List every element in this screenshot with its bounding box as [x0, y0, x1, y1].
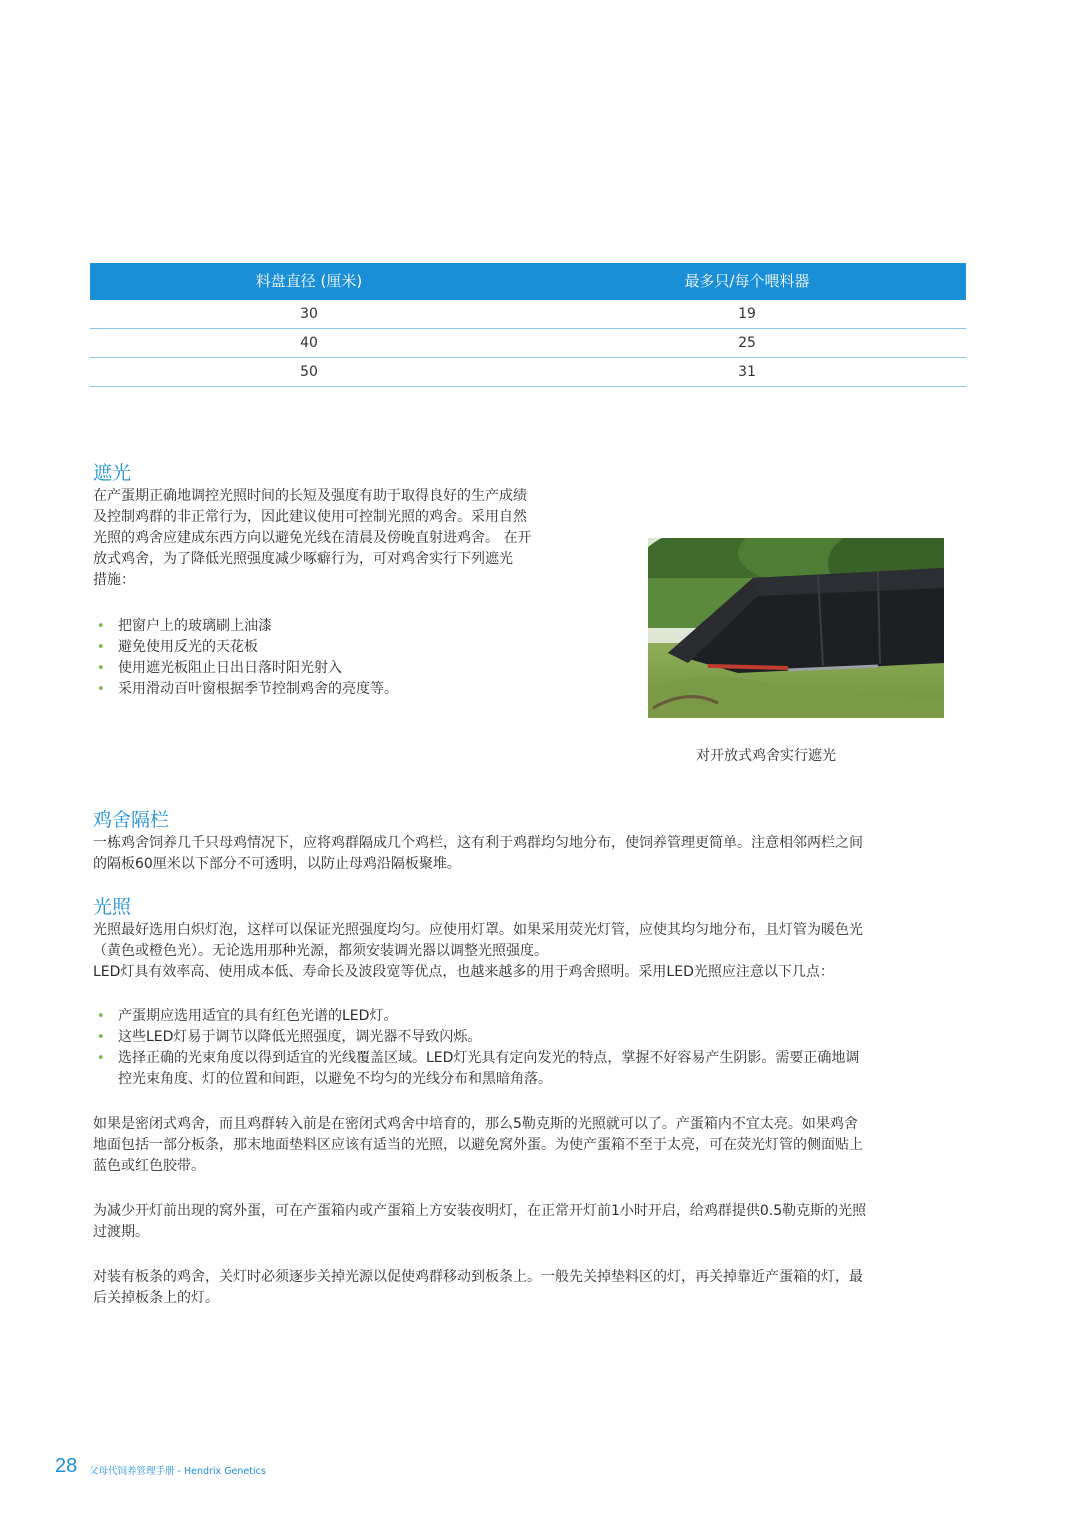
table-cell: 31: [738, 364, 756, 380]
text-line: （黄色或橙色光）。无论选用那种光源，都须安装调光器以调整光照强度。: [93, 943, 548, 959]
text-line: 的隔板60厘米以下部分不可透明，以防止母鸡沿隔板聚堆。: [93, 856, 461, 872]
footer-text: 父母代饲养管理手册 - Hendrix Genetics: [89, 1466, 266, 1477]
lighting-paragraph-3: [93, 1201, 983, 1243]
lighting-paragraph: [93, 920, 983, 983]
shading-paragraph: [93, 486, 613, 591]
list-item: [93, 1027, 983, 1048]
partition-paragraph: [93, 833, 983, 875]
header-pan-diameter: 料盘直径 (厘米): [255, 272, 363, 290]
text-line: 如果是密闭式鸡舍，而且鸡群转入前是在密闭式鸡舍中培育的，那么5勒克斯的光照就可以了。产蛋箱内不宜太亮。如果鸡舍: [93, 1116, 858, 1132]
table-cell: 30: [300, 306, 318, 322]
text-line: 控光束角度、灯的位置和间距，以避免不均匀的光线分布和黑暗角落。: [118, 1071, 552, 1087]
lighting-bullet-list: [93, 1006, 983, 1090]
text-line: 在产蛋期正确地调控光照时间的长短及强度有助于取得良好的生产成绩: [93, 488, 527, 504]
list-item: • 采用滑动百叶窗根据季节控制鸡舍的亮度等。: [93, 679, 593, 700]
table-cell: 50: [300, 364, 318, 380]
shaded-house-photo: [648, 538, 944, 718]
table-header: [90, 263, 966, 300]
text-line: 为减少开灯前出现的窝外蛋，可在产蛋箱内或产蛋箱上方安装夜明灯，在正常开灯前1小时开启，给鸡群提供0.5勒克斯的光照: [93, 1203, 867, 1219]
text-line: 后关掉板条上的灯。: [93, 1290, 219, 1306]
section-title-partition: 鸡舍隔栏: [93, 809, 170, 831]
text-line: 产蛋期应选用适宜的具有红色光谱的LED灯。: [118, 1008, 398, 1024]
list-item: • 使用遮光板阻止日出日落时阳光射入: [93, 658, 593, 679]
table-cell: 25: [738, 335, 756, 351]
text-line: 光照最好选用白炽灯泡，这样可以保证光照强度均匀。应使用灯罩。如果采用荧光灯管，应使其均匀地分布，且灯管为暖色光: [93, 922, 863, 938]
section-title-shading: 遮光: [93, 462, 132, 484]
table-row: [90, 300, 966, 329]
page-number: 28: [55, 1455, 78, 1477]
table-cell: 19: [738, 306, 756, 322]
photo-caption: 对开放式鸡舍实行遮光: [696, 748, 836, 764]
header-max-birds: 最多只/每个喂料器: [684, 272, 810, 290]
text-line: 光照的鸡舍应建成东西方向以避免光线在清晨及傍晚直射进鸡舍。 在开: [93, 530, 532, 546]
text-line: 措施：: [93, 572, 135, 588]
text-line: 对装有板条的鸡舍，关灯时必须逐步关掉光源以促使鸡群移动到板条上。一般先关掉垫料区的灯，再关掉靠近产蛋箱的灯，最: [93, 1269, 863, 1285]
table-cell: 40: [300, 335, 318, 351]
text-line: • 选择正确的光束角度以得到适宜的光线覆盖区域。LED灯光具有定向发光的特点，掌握不好容易产生阴影。需要正确地调: [118, 1050, 860, 1066]
text-line: 蓝色或红色胶带。: [93, 1158, 205, 1174]
list-item: [93, 1006, 983, 1027]
text-line: 过渡期。: [93, 1224, 149, 1240]
text-line: 放式鸡舍，为了降低光照强度减少啄癖行为，可对鸡舍实行下列遮光: [93, 551, 513, 567]
table-row: [90, 358, 966, 387]
section-title-lighting: 光照: [93, 896, 132, 918]
text-line: 一栋鸡舍饲养几千只母鸡情况下，应将鸡群隔成几个鸡栏，这有利于鸡群均匀地分布，使饲养管理更简单。注意相邻两栏之间: [93, 835, 863, 851]
text-line: 地面包括一部分板条，那末地面垫料区应该有适当的光照，以避免窝外蛋。为使产蛋箱不至于太亮，可在荧光灯管的侧面贴上: [93, 1137, 863, 1153]
text-line: 这些LED灯易于调节以降低光照强度，调光器不导致闪烁。: [118, 1029, 482, 1045]
list-item: • 把窗户上的玻璃刷上油漆: [93, 616, 593, 637]
lighting-paragraph-2: [93, 1114, 983, 1177]
list-item: • 避免使用反光的天花板: [93, 637, 593, 658]
shading-bullet-list: [93, 616, 593, 700]
lighting-paragraph-4: [93, 1267, 983, 1309]
table-row: [90, 329, 966, 358]
text-line: LED灯具有效率高、使用成本低、寿命长及波段宽等优点，也越来越多的用于鸡舍照明。采用LED光照应注意以下几点：: [93, 964, 834, 980]
list-item: [93, 1048, 983, 1090]
feeder-table: [90, 263, 966, 387]
text-line: 及控制鸡群的非正常行为，因此建议使用可控制光照的鸡舍。采用自然: [93, 509, 527, 525]
